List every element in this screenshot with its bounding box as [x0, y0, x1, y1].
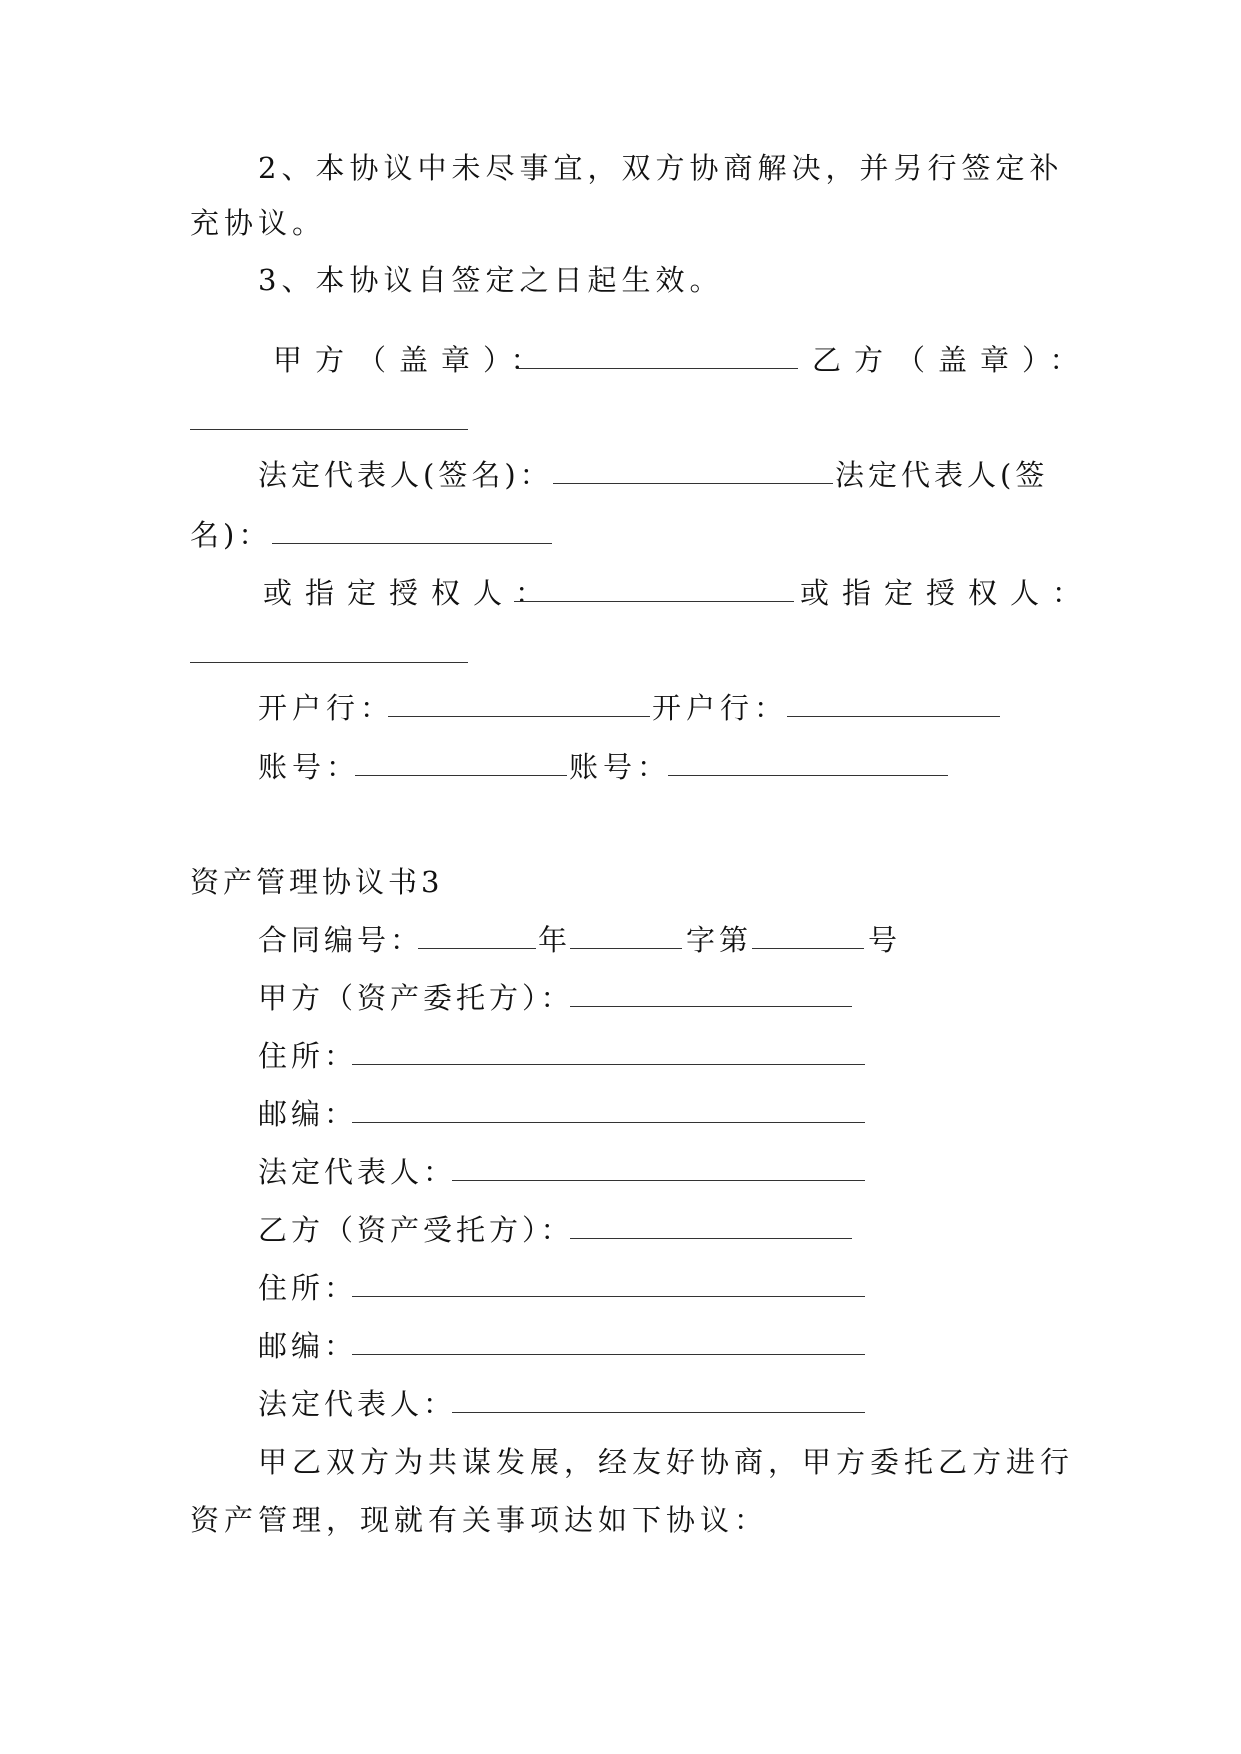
- party-b-rep-line: [0, 1374, 1241, 1434]
- party-a-zip-line: [0, 1084, 1241, 1144]
- authorized-line: [0, 563, 1241, 623]
- party-a-seal-label: 甲方（盖章）：: [273, 343, 553, 377]
- intro-line1: 甲乙双方为共谋发展，经友好协商，甲方委托乙方进行: [258, 1445, 1075, 1479]
- acct-a-blank[interactable]: [355, 753, 567, 776]
- party-a-address-label: 住所：: [258, 1039, 358, 1073]
- contract-year-blank[interactable]: [418, 926, 536, 949]
- legal-rep-sign-line-cont: 名)：: [0, 505, 1241, 565]
- intro-line2: 资产管理，现就有关事项达如下协议：: [190, 1503, 769, 1537]
- contract-number-line: 合同编号： 年 字第 号: [0, 910, 1241, 970]
- clause-2-line2: 充协议。: [190, 206, 327, 240]
- bank-a-blank[interactable]: [388, 694, 650, 717]
- party-a-line: [0, 968, 1241, 1028]
- party-b-label: 乙方（资产受托方）：: [258, 1213, 574, 1247]
- authorized-b-label: 或指定授权人：: [800, 576, 1095, 610]
- party-a-label: 甲方（资产委托方）：: [258, 981, 574, 1015]
- clause-2-line1: 2、本协议中未尽事宜，双方协商解决，并另行签定补: [258, 151, 1064, 185]
- party-a-zip-label: 邮编：: [258, 1097, 358, 1131]
- party-b-rep-blank[interactable]: [452, 1390, 865, 1413]
- legal-rep-sign-a-blank[interactable]: [553, 461, 833, 484]
- section-title: 资产管理协议书3: [190, 865, 444, 899]
- contract-no-label: 合同编号：: [258, 923, 424, 957]
- acct-b-blank[interactable]: [668, 753, 948, 776]
- party-a-address-line: [0, 1026, 1241, 1086]
- legal-rep-sign-b-blank[interactable]: [272, 521, 552, 544]
- authorized-a-blank[interactable]: [514, 579, 794, 602]
- bank-a-label: 开户行：: [258, 691, 395, 725]
- party-b-blank[interactable]: [570, 1216, 852, 1239]
- bank-b-blank[interactable]: [787, 694, 1000, 717]
- party-a-rep-line: [0, 1142, 1241, 1202]
- legal-rep-sign-a-label: 法定代表人(签名)：: [258, 458, 553, 492]
- party-a-blank[interactable]: [570, 984, 852, 1007]
- contract-char-blank[interactable]: [570, 926, 682, 949]
- authorized-b-blank[interactable]: [190, 640, 468, 663]
- party-a-rep-label: 法定代表人：: [258, 1155, 457, 1189]
- clause-3: 3、本协议自签定之日起生效。: [258, 263, 724, 297]
- bank-b-label: 开户行：: [652, 691, 789, 725]
- party-b-address-blank[interactable]: [352, 1274, 865, 1297]
- party-b-zip-label: 邮编：: [258, 1329, 358, 1363]
- bank-line: [0, 678, 1241, 738]
- party-b-zip-blank[interactable]: [352, 1332, 865, 1355]
- acct-b-label: 账号：: [569, 750, 672, 784]
- authorized-a-label: 或指定授权人：: [263, 576, 558, 610]
- contract-num-blank[interactable]: [752, 926, 864, 949]
- legal-rep-sign-b-label: 法定代表人(签: [835, 458, 1049, 492]
- acct-a-label: 账号：: [258, 750, 361, 784]
- party-a-zip-blank[interactable]: [352, 1100, 865, 1123]
- party-b-rep-label: 法定代表人：: [258, 1387, 457, 1421]
- party-b-address-line: [0, 1258, 1241, 1318]
- account-line: [0, 737, 1241, 797]
- party-a-rep-blank[interactable]: [452, 1158, 865, 1181]
- party-b-zip-line: [0, 1316, 1241, 1376]
- party-a-seal-blank[interactable]: [518, 346, 798, 369]
- seal-line: [0, 330, 1241, 390]
- legal-rep-sign-line: [0, 445, 1241, 505]
- party-b-address-label: 住所：: [258, 1271, 358, 1305]
- party-b-line: [0, 1200, 1241, 1260]
- party-b-seal-label: 乙方（盖章）：: [812, 343, 1092, 377]
- party-a-address-blank[interactable]: [352, 1042, 865, 1065]
- party-b-seal-blank[interactable]: [190, 407, 468, 430]
